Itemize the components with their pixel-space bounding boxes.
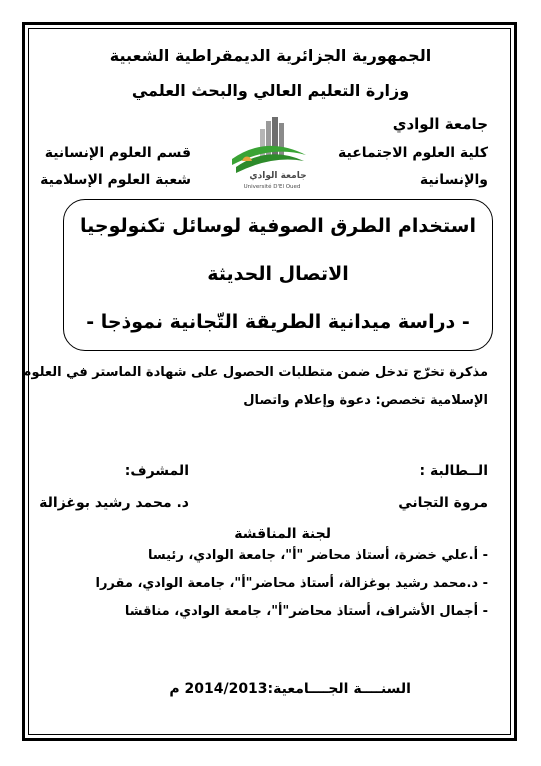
university-logo [226,115,312,191]
academic-year: السنــــة الجــــامعية:2014/2013 م [169,681,411,697]
supervisor-name: د. محمد رشيد بوغزالة [39,495,189,511]
thesis-note-line1: مذكرة تخرّج تدخل ضمن متطلبات الحصول على شهادة الماستر في العلوم [21,365,488,380]
student-name: مروة التجاني [398,495,488,511]
logo-building-3 [279,123,284,157]
thesis-note-line2: الإسلامية تخصص: دعوة وإعلام واتصال [243,393,488,408]
logo-arabic-text: جامعة الوادي [249,171,307,181]
department-line1: قسم العلوم الإنسانية [44,145,191,161]
logo-latin-text: Université D'El Oued [243,184,301,190]
ministry-heading: وزارة التعليم العالي والبحث العلمي [131,81,410,100]
university-name: جامعة الوادي [392,115,488,133]
student-label: الــطالبة : [419,463,488,479]
republic-heading: الجمهورية الجزائرية الديمقراطية الشعبية [109,46,432,65]
supervisor-label: المشرف: [124,463,189,479]
committee-member: - د.محمد رشيد بوغزالة، أستاذ محاضر"أ"، جامعة الوادي، مقررا [95,576,488,591]
faculty-line2: والإنسانية [419,172,488,188]
title-line-3: - دراسة ميدانية الطريقة التّجانية نموذجا - [86,311,470,333]
committee-member: - أ.علي خضرة، أستاذ محاضر "أ"، جامعة الوادي، رئيسا [148,548,488,563]
title-line-1: استخدام الطرق الصوفية لوسائل تكنولوجيا [80,215,476,237]
committee-heading: لجنة المناقشة [234,526,331,542]
department-line2: شعبة العلوم الإسلامية [40,172,191,188]
faculty-line1: كلية العلوم الاجتماعية [338,145,488,161]
title-line-2: الاتصال الحديثة [207,263,349,285]
committee-member: - أجمال الأشراف، أستاذ محاضر"أ"، جامعة الوادي، مناقشا [124,604,488,619]
